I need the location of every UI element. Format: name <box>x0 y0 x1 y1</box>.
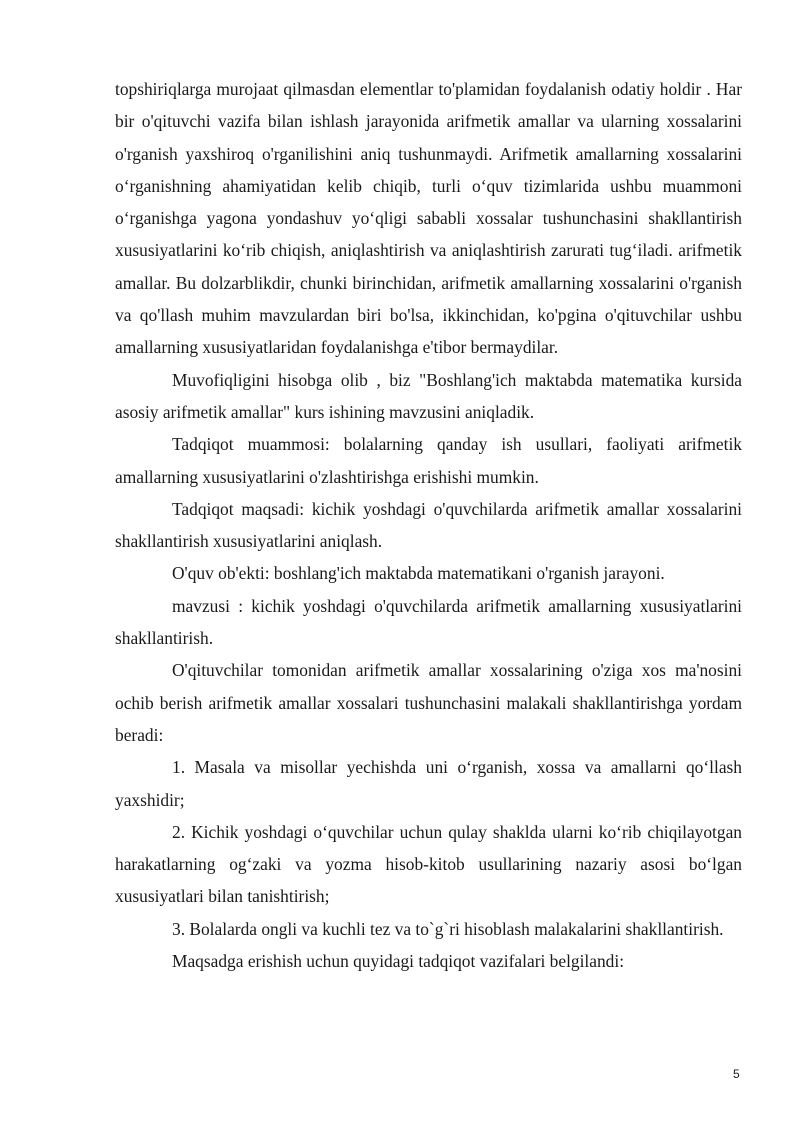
list-item-1: 1. Masala va misollar yechishda uni o‘rganish, xossa va amallarni qo‘llash yaxshidir; <box>115 757 742 810</box>
paragraph-2: Muvofiqligini hisobga olib , biz "Boshlang'ich maktabda matematika kursida asosiy arifmetik amallar" kurs ishining mavzusini aniqladik. <box>115 369 742 422</box>
paragraph-8: Maqsadga erishish uchun quyidagi tadqiqot vazifalari belgilandi: <box>172 951 625 972</box>
list-item-3: 3. Bolalarda ongli va kuchli tez va to`g`ri hisoblash malakalarini shakllantirish. <box>172 918 724 939</box>
paragraph-4: Tadqiqot maqsadi: kichik yoshdagi o'quvchilarda arifmetik amallar xossalarini shakllantirish xususiyatlarini aniqlash. <box>115 498 742 552</box>
list-item-2: 2. Kichik yoshdagi o‘quvchilar uchun qulay shaklda ularni ko‘rib chiqilayotgan harakatlarning og‘zaki va yozma hisob-kitob usullarining nazariy asosi bo‘lgan xususiyatlari bilan tanishtirish; <box>115 821 742 907</box>
paragraph-6: mavzusi : kichik yoshdagi o'quvchilarda arifmetik amallarning xususiyatlarini shakllantirish. <box>115 595 742 649</box>
paragraph-1: topshiriqlarga murojaat qilmasdan elementlar to'plamidan foydalanish odatiy holdir . Har bir o'qituvchi vazifa bilan ishlash jarayonida arifmetik amallar va ularning xossalarini o'rganish yaxshiroq o'rganilishini aniq tushunmaydi. Arifmetik amallarning xossalarini o‘rganishning ahamiyatidan kelib chiqib, turli o‘quv tizimlarida ushbu muammoni o‘rganishga yagona yondashuv yo‘qligi sababli xossalar tushunchasini shakllantirish xususiyatlarini ko‘rib chiqish, aniqlashtirish va aniqlashtirish zarurati tug‘iladi. arifmetik amallar. Bu dolzarblikdir, chunki birinchidan, arifmetik amallarning xossalarini o'rganish va qo'llash muhim mavzulardan biri bo'lsa, ikkinchidan, ko'pgina o'qituvchilar ushbu amallarning xususiyatlaridan foydalanishga e'tibor bermaydilar. <box>115 79 742 358</box>
paragraph-3: Tadqiqot muammosi: bolalarning qanday ish usullari, faoliyati arifmetik amallarning xususiyatlarini o'zlashtirishga erishishi mumkin. <box>115 434 742 487</box>
document-body <box>115 73 742 977</box>
paragraph-7: O'qituvchilar tomonidan arifmetik amallar xossalarining o'ziga xos ma'nosini ochib berish arifmetik amallar xossalari tushunchasini malakali shakllantirishga yordam beradi: <box>115 660 742 745</box>
page-number: 5 <box>733 1067 740 1081</box>
paragraph-5: O'quv ob'ekti: boshlang'ich maktabda matematikani o'rganish jarayoni. <box>172 563 665 584</box>
